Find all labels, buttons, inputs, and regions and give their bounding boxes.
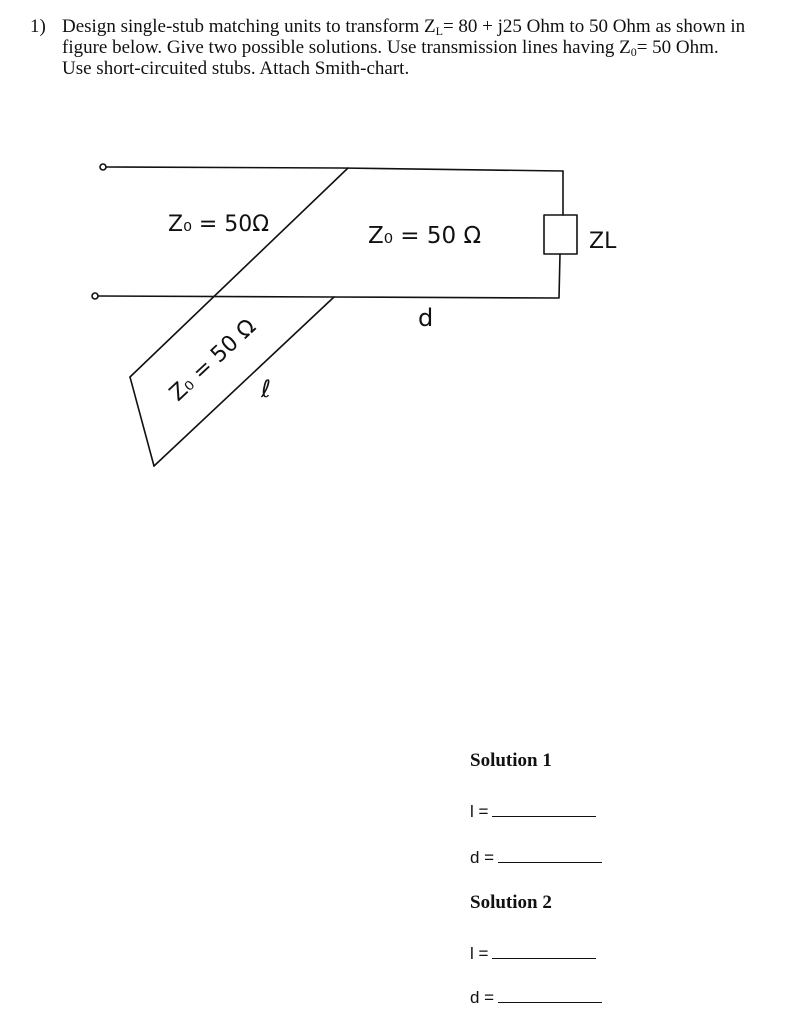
solution-1-l-blank[interactable] <box>492 800 596 817</box>
solution-2-l-label: l = <box>470 944 489 963</box>
solution-1-d-label: d = <box>470 848 495 867</box>
input-terminal-top <box>100 164 106 170</box>
load-impedance-box <box>544 215 577 254</box>
stub-impedance-label: Z₀ = 50Ω <box>168 212 270 237</box>
z0-subscript: 0 <box>630 45 637 59</box>
solution-2-title: Solution 2 <box>470 892 552 913</box>
question-line-1-part-a: Design single-stub matching units to transform Z <box>62 16 436 37</box>
load-label: ZL <box>589 229 617 254</box>
question-number: 1) <box>30 16 46 37</box>
main-line-top-conductor <box>106 167 563 171</box>
main-line-impedance-label: Z₀ = 50 Ω <box>368 223 482 249</box>
input-terminal-bottom <box>92 293 98 299</box>
solution-2-l-row <box>470 942 596 964</box>
main-line-bottom-conductor <box>98 296 558 298</box>
solution-2-d-row <box>470 986 602 1008</box>
question-line-2-part-a: figure below. Give two possible solutions. Use transmission lines having Z <box>62 37 631 58</box>
solution-1-l-row <box>470 800 596 822</box>
load-lead-bottom <box>559 254 560 298</box>
distance-label: d <box>418 304 434 332</box>
solution-1-d-row <box>470 846 602 868</box>
question-line-1-part-b: = 80 + j25 Ohm to 50 Ohm as shown in <box>442 16 746 37</box>
solution-1-title: Solution 1 <box>470 750 552 771</box>
solution-1-l-label: l = <box>470 802 489 821</box>
solution-2-l-blank[interactable] <box>492 942 596 959</box>
question-line-3: Use short-circuited stubs. Attach Smith-chart. <box>62 58 410 79</box>
solution-2-d-blank[interactable] <box>498 986 602 1003</box>
load-subscript: L <box>435 24 443 38</box>
solution-1-d-blank[interactable] <box>498 846 602 863</box>
solution-2-d-label: d = <box>470 988 495 1007</box>
stub-diagonal-impedance-label: Z₀ = 50 Ω <box>165 314 262 407</box>
stub-short-circuit <box>130 377 154 466</box>
question-line-2-part-b: = 50 Ohm. <box>636 37 719 58</box>
stub-length-label: ℓ <box>261 375 271 403</box>
